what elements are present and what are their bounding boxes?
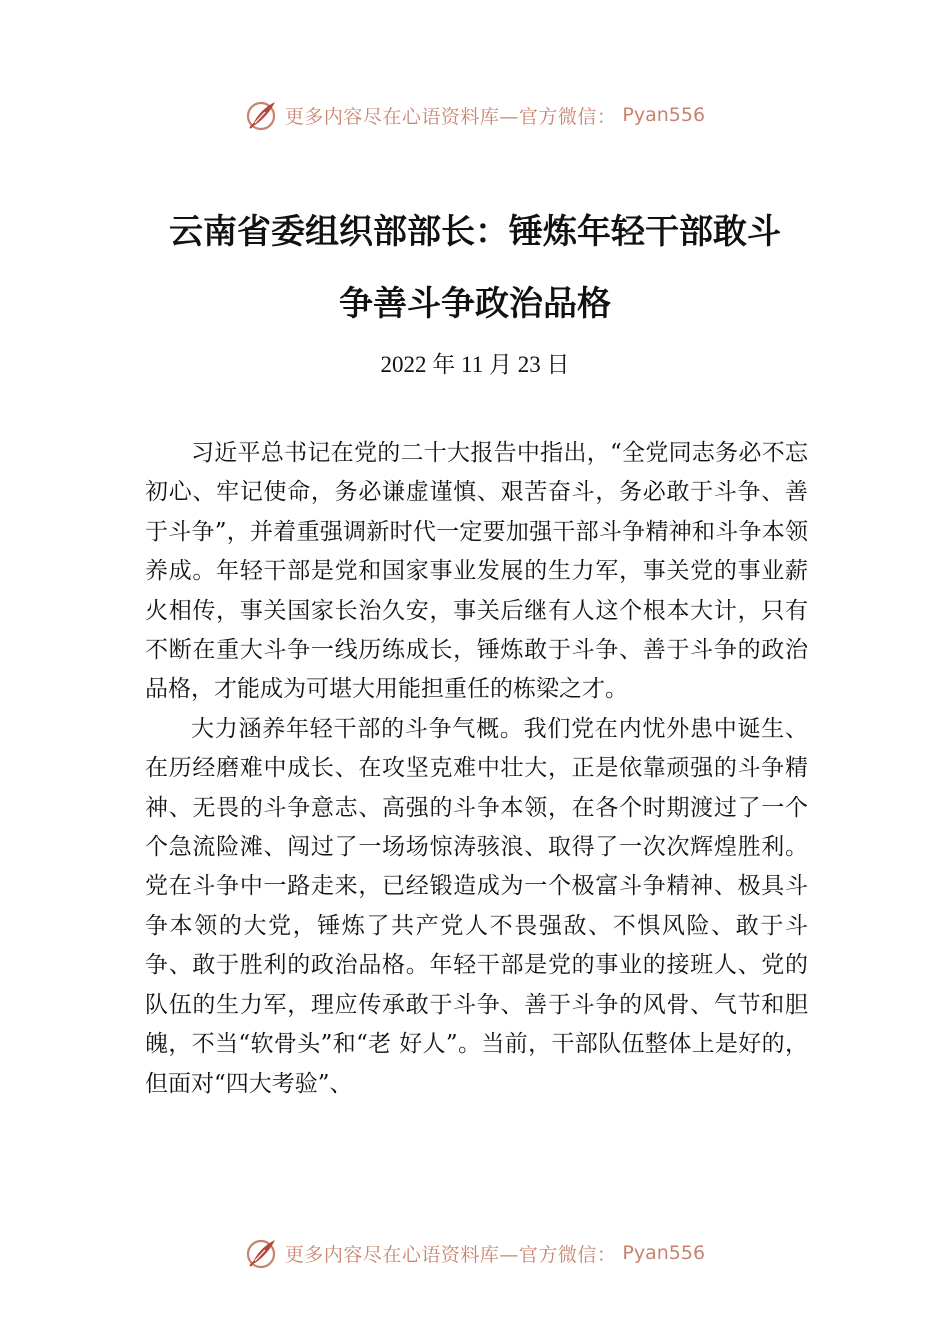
header-banner xyxy=(0,95,950,135)
article-body xyxy=(145,434,808,1104)
paragraph-1: 习近平总书记在党的二十大报告中指出，“全党同志务必不忘初心、牢记使命，务必谦虚谨慎、艰苦奋斗，务必敢于斗争、善于斗争”，并着重强调新时代一定要加强干部斗争精神和斗争本领养成。年轻干部是党和国家事业发展的生力军，事关党的事业薪火相传，事关国家长治久安，事关后继有人这个根本大计，只有不断在重大斗争一线历练成长，锤炼敢于斗争、善于斗争的政治品格，才能成为可堪大用能担重任的栋梁之才。 xyxy=(145,440,808,703)
article-title-line-1: 云南省委组织部部长：锤炼年轻干部敢斗 xyxy=(169,212,781,252)
banner-text: 更多内容尽在心语资料库—官方微信： xyxy=(284,105,617,128)
quill-pen-logo-icon xyxy=(245,98,279,132)
footer-banner-text: 更多内容尽在心语资料库—官方微信： xyxy=(284,1243,617,1266)
article-title-line-2: 争善斗争政治品格 xyxy=(339,284,611,324)
footer-banner xyxy=(0,1233,950,1273)
article-date: 2022 年 11 月 23 日 xyxy=(380,352,570,377)
footer-wechat-id: Pyan556 xyxy=(622,1242,706,1264)
wechat-id: Pyan556 xyxy=(622,104,706,126)
paragraph-2: 大力涵养年轻干部的斗争气概。我们党在内忧外患中诞生、在历经磨难中成长、在攻坚克难中壮大，正是依靠顽强的斗争精神、无畏的斗争意志、高强的斗争本领，在各个时期渡过了一个个急流险滩、闯过了一场场惊涛骇浪、取得了一次次辉煌胜利。党在斗争中一路走来，已经锻造成为一个极富斗争精神、极具斗争本领的大党，锤炼了共产党人不畏强敌、不惧风险、敢于斗争、敢于胜利的政治品格。年轻干部是党的事业的接班人、党的队伍的生力军，理应传承敢于斗争、善于斗争的风骨、气节和胆魄，不当“软骨头”和“老 好人”。当前，干部队伍整体上是好的，但面对“四大考验”、 xyxy=(145,715,808,1097)
quill-pen-logo-icon xyxy=(245,1236,279,1270)
